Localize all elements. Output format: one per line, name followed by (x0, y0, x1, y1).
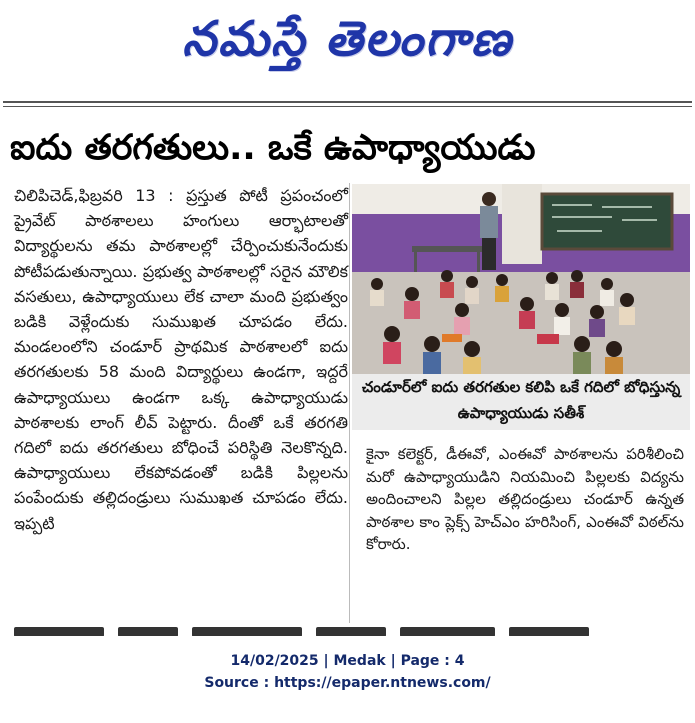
article-headline: ఐదు తరగతులు.. ఒకే ఉపాధ్యాయుడు (10, 128, 536, 168)
classroom-photo-image (352, 184, 690, 374)
masthead (0, 0, 695, 90)
article-body-right (366, 443, 684, 556)
article-body-left (14, 183, 348, 536)
article-body-right-text: కైనా కలెక్టర్, డీఈవో, ఎంఈవో పాఠశాలను పరిశీలించి మరో ఉపాధ్యాయుడిని నియమించి పిల్లలకు విద్యను అందించాలని పిల్లల తల్లిదండ్రులు చండూర్ ఉన్నత పాఠశాల కాం ప్లెక్స్ హెచ్ఎం హరిసింగ్, ఎంఈవో విఠల్‌ను కోరారు. (366, 445, 684, 553)
cutoff-next-article (14, 622, 690, 636)
newspaper-logo: నమస్తే తెలంగాణ (182, 11, 513, 67)
source-link[interactable]: Source : https://epaper.ntnews.com/ (204, 675, 491, 691)
photo-caption: చండూర్‌లో ఐదు తరగతుల కలిపి ఒకే గదిలో బోధిస్తున్న ఉపాధ్యాయుడు సతీశ్ (352, 374, 690, 430)
top-divider (3, 101, 692, 103)
page-footer (0, 650, 695, 694)
column-divider (349, 183, 350, 623)
classroom-photo (352, 184, 690, 374)
article-body-left-text: చిలిపిచెడ్,ఫిబ్రవరి 13 : ప్రస్తుత పోటీ ప్రపంచంలో ప్రైవేట్ పాఠశాలలు హంగులు ఆర్భాటాలతో విద్యార్థులను తమ పాఠశాలల్లో చేర్పించుకునేందుకు పోటీపడుతున్నాయి. ప్రభుత్వ పాఠశాలల్లో సరైన మౌలిక వసతులు, ఉపాధ్యాయులు లేక చాలా మంది ప్రభుత్వం బడికి వెళ్లేందుకు సుముఖత చూపడం లేదు. మండలంలోని చండూర్ ప్రాథమిక పాఠశాలలో ఐదు తరగతులకు 58 మంది విద్యార్థులు ఉండగా, ఇద్దరే ఉపాధ్యాయులు ఉండగా ఒక్క ఉపాధ్యాయుడు పాఠశాలకు లాంగ్ లీవ్ పెట్టారు. దీంతో ఒకే తరగతి గదిలో ఐదు తరగతులు బోధించే పరిస్థితి నెలకొన్నది. ఉపాధ్యాయులు లేకపోవడంతో బడికి పిల్లలను పంపేందుకు తల్లిదండ్రులు సుముఖత చూపడం లేదు. ఇప్పటి (14, 186, 348, 533)
edition-info: 14/02/2025 | Medak | Page : 4 (230, 653, 465, 669)
top-divider-thin (3, 106, 692, 107)
